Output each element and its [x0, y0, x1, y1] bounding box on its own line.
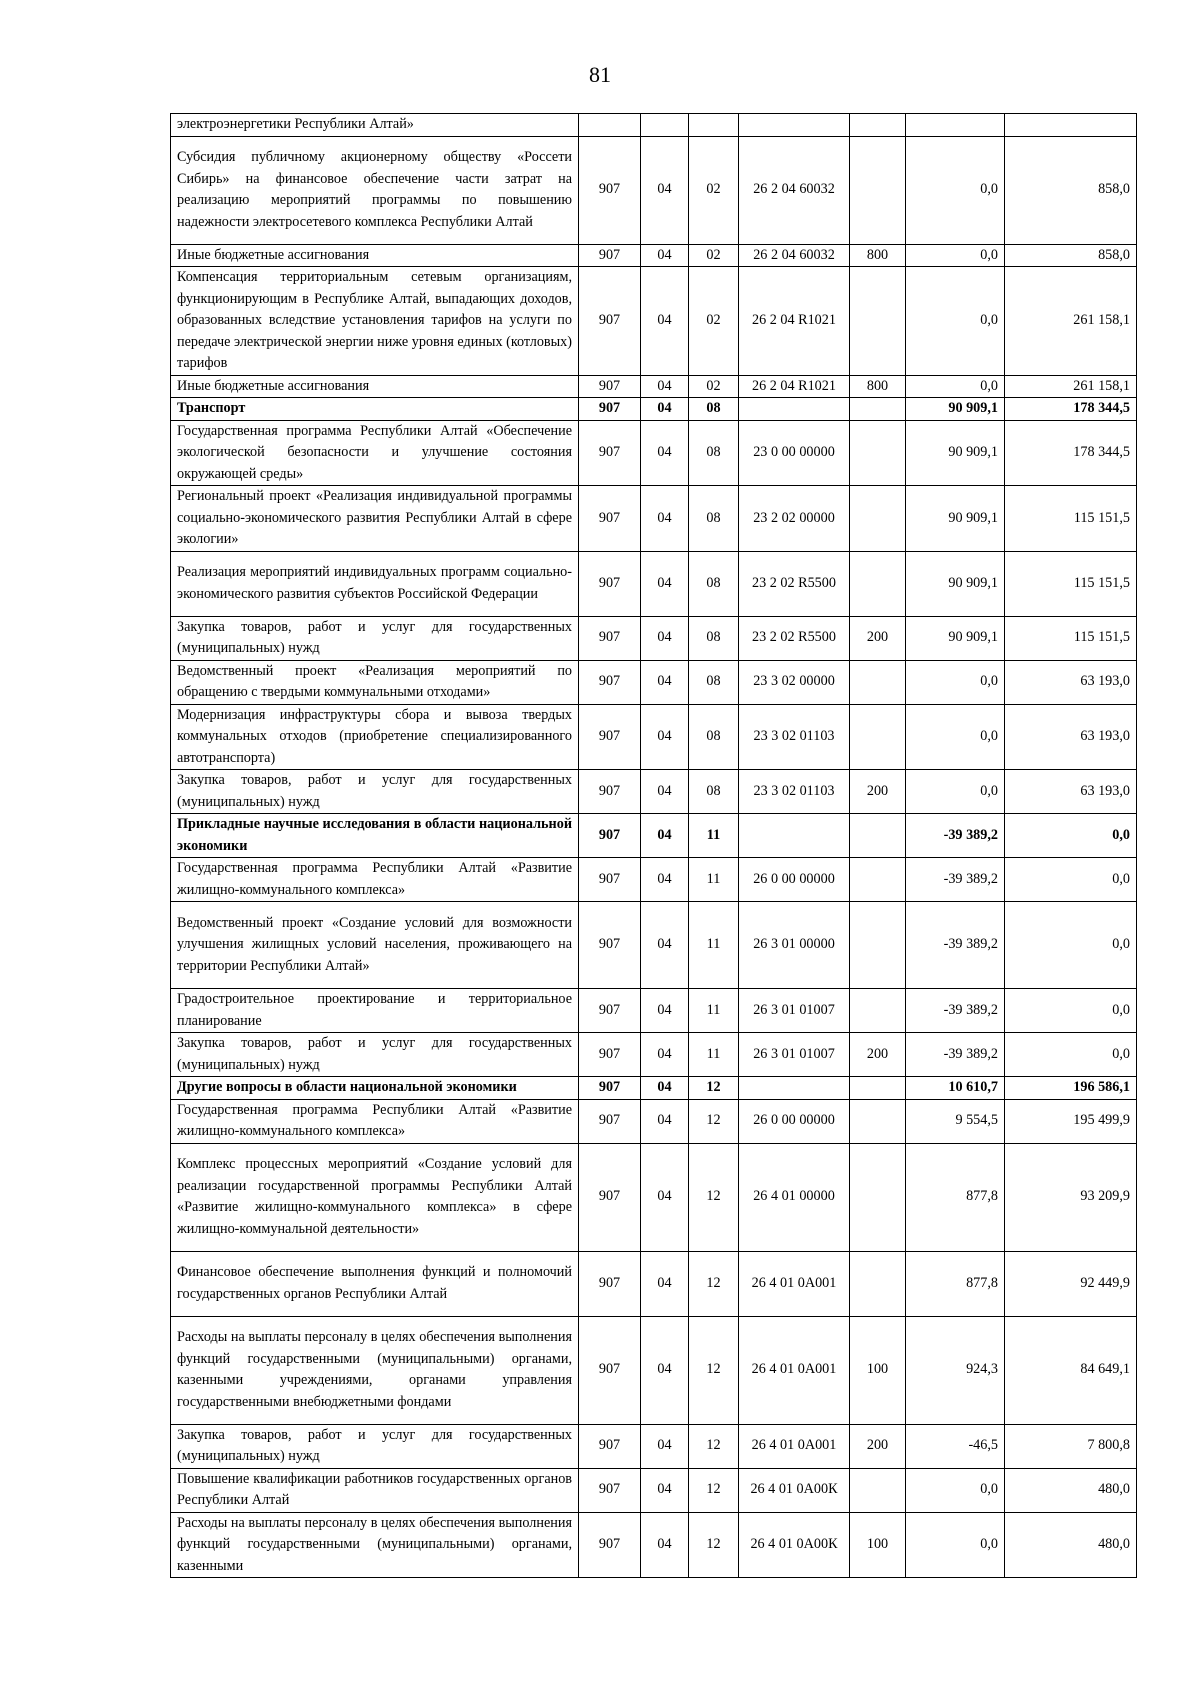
table-row: [171, 1143, 1137, 1251]
amount-change: 0,0: [906, 244, 1005, 267]
row-name: Финансовое обеспечение выполнения функций и полномочий государственных органов Республики Алтай: [171, 1251, 579, 1316]
row-name: Закупка товаров, работ и услуг для государственных (муниципальных) нужд: [171, 1033, 579, 1077]
row-name: Закупка товаров, работ и услуг для государственных (муниципальных) нужд: [171, 770, 579, 814]
section-code: 04: [641, 244, 689, 267]
row-name: Прикладные научные исследования в области национальной экономики: [171, 814, 579, 858]
amount-total: 63 193,0: [1005, 660, 1137, 704]
amount-change: 0,0: [906, 660, 1005, 704]
section-code: 04: [641, 375, 689, 398]
amount-change: 9 554,5: [906, 1099, 1005, 1143]
table-row: [171, 244, 1137, 267]
department-code: 907: [579, 1143, 641, 1251]
department-code: 907: [579, 770, 641, 814]
amount-change: [906, 114, 1005, 137]
subsection-code: 12: [689, 1512, 739, 1578]
row-name: Государственная программа Республики Алтай «Обеспечение экологической безопасности и улучшение состояния окружающей среды»: [171, 420, 579, 486]
amount-total: 0,0: [1005, 858, 1137, 902]
budget-table: [170, 113, 1137, 1578]
section-code: 04: [641, 1424, 689, 1468]
table-row: [171, 420, 1137, 486]
section-code: 04: [641, 136, 689, 244]
amount-change: 0,0: [906, 1512, 1005, 1578]
section-code: 04: [641, 616, 689, 660]
row-name: Ведомственный проект «Реализация мероприятий по обращению с твердыми коммунальными отходами»: [171, 660, 579, 704]
expense-type-code: [850, 420, 906, 486]
table-row: [171, 486, 1137, 552]
expense-type-code: [850, 267, 906, 376]
table-row: [171, 1099, 1137, 1143]
amount-total: 115 151,5: [1005, 551, 1137, 616]
amount-change: 0,0: [906, 375, 1005, 398]
section-code: 04: [641, 551, 689, 616]
amount-total: 93 209,9: [1005, 1143, 1137, 1251]
department-code: 907: [579, 989, 641, 1033]
table-row: [171, 1316, 1137, 1424]
amount-change: -39 389,2: [906, 1033, 1005, 1077]
row-name: Транспорт: [171, 398, 579, 421]
amount-change: -39 389,2: [906, 902, 1005, 989]
amount-total: 115 151,5: [1005, 616, 1137, 660]
expense-type-code: [850, 1099, 906, 1143]
target-article-code: 23 3 02 00000: [739, 660, 850, 704]
amount-change: 877,8: [906, 1143, 1005, 1251]
amount-total: 0,0: [1005, 902, 1137, 989]
subsection-code: 08: [689, 616, 739, 660]
department-code: 907: [579, 1316, 641, 1424]
department-code: 907: [579, 1099, 641, 1143]
amount-total: 178 344,5: [1005, 420, 1137, 486]
target-article-code: 26 0 00 00000: [739, 858, 850, 902]
amount-change: 90 909,1: [906, 420, 1005, 486]
subsection-code: 12: [689, 1099, 739, 1143]
section-code: 04: [641, 1077, 689, 1100]
amount-total: 261 158,1: [1005, 375, 1137, 398]
expense-type-code: [850, 858, 906, 902]
row-name: Расходы на выплаты персоналу в целях обеспечения выполнения функций государственными (муниципальными) органами, казенными: [171, 1512, 579, 1578]
amount-change: 90 909,1: [906, 486, 1005, 552]
target-article-code: [739, 114, 850, 137]
expense-type-code: [850, 989, 906, 1033]
amount-change: 0,0: [906, 770, 1005, 814]
amount-total: 115 151,5: [1005, 486, 1137, 552]
subsection-code: 11: [689, 1033, 739, 1077]
subsection-code: 12: [689, 1468, 739, 1512]
row-name: Ведомственный проект «Создание условий для возможности улучшения жилищных условий населения, проживающего на территории Республики Алтай»: [171, 902, 579, 989]
expense-type-code: [850, 1077, 906, 1100]
section-code: 04: [641, 902, 689, 989]
section-code: 04: [641, 398, 689, 421]
row-name: Комплекс процессных мероприятий «Создание условий для реализации государственной программы Республики Алтай «Развитие жилищно-коммунального комплекса» в сфере жилищно-коммунальной деятельности»: [171, 1143, 579, 1251]
amount-change: 0,0: [906, 267, 1005, 376]
table-row: [171, 902, 1137, 989]
row-name: Модернизация инфраструктуры сбора и вывоза твердых коммунальных отходов (приобретение специализированного автотранспорта): [171, 704, 579, 770]
subsection-code: 08: [689, 420, 739, 486]
subsection-code: 08: [689, 660, 739, 704]
section-code: 04: [641, 704, 689, 770]
expense-type-code: 200: [850, 1033, 906, 1077]
department-code: 907: [579, 244, 641, 267]
expense-type-code: [850, 398, 906, 421]
expense-type-code: 200: [850, 1424, 906, 1468]
target-article-code: [739, 814, 850, 858]
target-article-code: 26 4 01 0А00К: [739, 1512, 850, 1578]
subsection-code: 11: [689, 858, 739, 902]
expense-type-code: 200: [850, 770, 906, 814]
subsection-code: 12: [689, 1143, 739, 1251]
subsection-code: 12: [689, 1424, 739, 1468]
amount-total: 480,0: [1005, 1512, 1137, 1578]
target-article-code: 23 2 02 R5500: [739, 551, 850, 616]
subsection-code: 08: [689, 551, 739, 616]
amount-total: 178 344,5: [1005, 398, 1137, 421]
amount-change: 877,8: [906, 1251, 1005, 1316]
row-name: Расходы на выплаты персоналу в целях обеспечения выполнения функций государственными (муниципальными) органами, казенными учреждениями, органами управления государственными внебюджетными фондами: [171, 1316, 579, 1424]
amount-total: 7 800,8: [1005, 1424, 1137, 1468]
amount-change: 10 610,7: [906, 1077, 1005, 1100]
target-article-code: 23 3 02 01103: [739, 770, 850, 814]
amount-total: 261 158,1: [1005, 267, 1137, 376]
target-article-code: 26 3 01 00000: [739, 902, 850, 989]
subsection-code: 08: [689, 704, 739, 770]
table-row: [171, 398, 1137, 421]
subsection-code: 02: [689, 375, 739, 398]
department-code: 907: [579, 1468, 641, 1512]
amount-total: 480,0: [1005, 1468, 1137, 1512]
department-code: 907: [579, 814, 641, 858]
page-number: 81: [589, 62, 611, 87]
table-row: [171, 660, 1137, 704]
amount-change: 924,3: [906, 1316, 1005, 1424]
expense-type-code: [850, 814, 906, 858]
target-article-code: [739, 398, 850, 421]
table-row: [171, 616, 1137, 660]
row-name: Градостроительное проектирование и территориальное планирование: [171, 989, 579, 1033]
amount-change: 90 909,1: [906, 616, 1005, 660]
subsection-code: 12: [689, 1077, 739, 1100]
target-article-code: 26 3 01 01007: [739, 989, 850, 1033]
subsection-code: 02: [689, 267, 739, 376]
target-article-code: 26 2 04 60032: [739, 244, 850, 267]
amount-total: 63 193,0: [1005, 704, 1137, 770]
amount-change: 90 909,1: [906, 398, 1005, 421]
table-row: [171, 1424, 1137, 1468]
section-code: 04: [641, 1512, 689, 1578]
subsection-code: 08: [689, 398, 739, 421]
amount-total: 0,0: [1005, 989, 1137, 1033]
row-name: Государственная программа Республики Алтай «Развитие жилищно-коммунального комплекса»: [171, 1099, 579, 1143]
expense-type-code: [850, 902, 906, 989]
subsection-code: 12: [689, 1316, 739, 1424]
section-code: 04: [641, 1251, 689, 1316]
section-code: 04: [641, 814, 689, 858]
target-article-code: 26 4 01 00000: [739, 1143, 850, 1251]
row-name: электроэнергетики Республики Алтай»: [171, 114, 579, 137]
department-code: 907: [579, 902, 641, 989]
expense-type-code: [850, 136, 906, 244]
department-code: [579, 114, 641, 137]
expense-type-code: [850, 114, 906, 137]
department-code: 907: [579, 616, 641, 660]
amount-total: 196 586,1: [1005, 1077, 1137, 1100]
table-row: [171, 1512, 1137, 1578]
amount-total: 92 449,9: [1005, 1251, 1137, 1316]
row-name: Иные бюджетные ассигнования: [171, 244, 579, 267]
table-row: [171, 858, 1137, 902]
section-code: 04: [641, 858, 689, 902]
department-code: 907: [579, 136, 641, 244]
table-row: [171, 989, 1137, 1033]
target-article-code: 26 2 04 60032: [739, 136, 850, 244]
section-code: 04: [641, 1468, 689, 1512]
table-row: [171, 551, 1137, 616]
row-name: Государственная программа Республики Алтай «Развитие жилищно-коммунального комплекса»: [171, 858, 579, 902]
amount-change: -46,5: [906, 1424, 1005, 1468]
target-article-code: 26 4 01 0А00К: [739, 1468, 850, 1512]
department-code: 907: [579, 1424, 641, 1468]
expense-type-code: [850, 551, 906, 616]
amount-total: 84 649,1: [1005, 1316, 1137, 1424]
amount-change: -39 389,2: [906, 814, 1005, 858]
amount-total: 858,0: [1005, 136, 1137, 244]
department-code: 907: [579, 267, 641, 376]
expense-type-code: 100: [850, 1512, 906, 1578]
department-code: 907: [579, 398, 641, 421]
row-name: Субсидия публичному акционерному обществу «Россети Сибирь» на финансовое обеспечение части затрат на реализацию мероприятий программы по повышению надежности электросетевого комплекса Республики Алтай: [171, 136, 579, 244]
department-code: 907: [579, 1512, 641, 1578]
table-row: [171, 1033, 1137, 1077]
target-article-code: 26 4 01 0А001: [739, 1316, 850, 1424]
section-code: 04: [641, 420, 689, 486]
department-code: 907: [579, 1077, 641, 1100]
row-name: Повышение квалификации работников государственных органов Республики Алтай: [171, 1468, 579, 1512]
department-code: 907: [579, 375, 641, 398]
subsection-code: 08: [689, 486, 739, 552]
row-name: Реализация мероприятий индивидуальных программ социально-экономического развития субъектов Российской Федерации: [171, 551, 579, 616]
table-row: [171, 136, 1137, 244]
amount-change: 0,0: [906, 136, 1005, 244]
row-name: Закупка товаров, работ и услуг для государственных (муниципальных) нужд: [171, 1424, 579, 1468]
amount-total: 858,0: [1005, 244, 1137, 267]
target-article-code: 23 3 02 01103: [739, 704, 850, 770]
target-article-code: 23 2 02 R5500: [739, 616, 850, 660]
department-code: 907: [579, 858, 641, 902]
expense-type-code: [850, 1251, 906, 1316]
section-code: 04: [641, 989, 689, 1033]
section-code: 04: [641, 1143, 689, 1251]
amount-total: 63 193,0: [1005, 770, 1137, 814]
subsection-code: 02: [689, 244, 739, 267]
amount-total: [1005, 114, 1137, 137]
table-row: [171, 770, 1137, 814]
department-code: 907: [579, 486, 641, 552]
expense-type-code: 100: [850, 1316, 906, 1424]
expense-type-code: [850, 486, 906, 552]
subsection-code: [689, 114, 739, 137]
department-code: 907: [579, 420, 641, 486]
subsection-code: 08: [689, 770, 739, 814]
table-row: [171, 704, 1137, 770]
row-name: Региональный проект «Реализация индивидуальной программы социально-экономического развития Республики Алтай в сфере экологии»: [171, 486, 579, 552]
expense-type-code: [850, 1143, 906, 1251]
section-code: 04: [641, 1033, 689, 1077]
amount-total: 0,0: [1005, 1033, 1137, 1077]
expense-type-code: 200: [850, 616, 906, 660]
target-article-code: 26 2 04 R1021: [739, 375, 850, 398]
section-code: 04: [641, 486, 689, 552]
target-article-code: 26 4 01 0А001: [739, 1424, 850, 1468]
department-code: 907: [579, 704, 641, 770]
table-row: [171, 814, 1137, 858]
target-article-code: 26 0 00 00000: [739, 1099, 850, 1143]
amount-change: 90 909,1: [906, 551, 1005, 616]
expense-type-code: 800: [850, 244, 906, 267]
table-row: [171, 267, 1137, 376]
section-code: 04: [641, 660, 689, 704]
department-code: 907: [579, 551, 641, 616]
table-row: [171, 1251, 1137, 1316]
row-name: Компенсация территориальным сетевым организациям, функционирующим в Республике Алтай, выпадающих доходов, образованных вследствие установления тарифов на услуги по передаче электрической энергии ниже уровня единых (котловых) тарифов: [171, 267, 579, 376]
target-article-code: 26 4 01 0А001: [739, 1251, 850, 1316]
amount-total: 0,0: [1005, 814, 1137, 858]
table-row: [171, 375, 1137, 398]
target-article-code: 23 0 00 00000: [739, 420, 850, 486]
subsection-code: 11: [689, 814, 739, 858]
subsection-code: 02: [689, 136, 739, 244]
amount-change: -39 389,2: [906, 858, 1005, 902]
section-code: 04: [641, 770, 689, 814]
table-row: [171, 114, 1137, 137]
department-code: 907: [579, 660, 641, 704]
target-article-code: [739, 1077, 850, 1100]
section-code: [641, 114, 689, 137]
row-name: Закупка товаров, работ и услуг для государственных (муниципальных) нужд: [171, 616, 579, 660]
department-code: 907: [579, 1251, 641, 1316]
target-article-code: 23 2 02 00000: [739, 486, 850, 552]
amount-change: 0,0: [906, 704, 1005, 770]
expense-type-code: [850, 704, 906, 770]
amount-total: 195 499,9: [1005, 1099, 1137, 1143]
expense-type-code: 800: [850, 375, 906, 398]
section-code: 04: [641, 267, 689, 376]
subsection-code: 12: [689, 1251, 739, 1316]
expense-type-code: [850, 660, 906, 704]
amount-change: 0,0: [906, 1468, 1005, 1512]
target-article-code: 26 2 04 R1021: [739, 267, 850, 376]
section-code: 04: [641, 1099, 689, 1143]
table-row: [171, 1468, 1137, 1512]
target-article-code: 26 3 01 01007: [739, 1033, 850, 1077]
amount-change: -39 389,2: [906, 989, 1005, 1033]
section-code: 04: [641, 1316, 689, 1424]
table-row: [171, 1077, 1137, 1100]
department-code: 907: [579, 1033, 641, 1077]
expense-type-code: [850, 1468, 906, 1512]
subsection-code: 11: [689, 989, 739, 1033]
row-name: Другие вопросы в области национальной экономики: [171, 1077, 579, 1100]
row-name: Иные бюджетные ассигнования: [171, 375, 579, 398]
subsection-code: 11: [689, 902, 739, 989]
